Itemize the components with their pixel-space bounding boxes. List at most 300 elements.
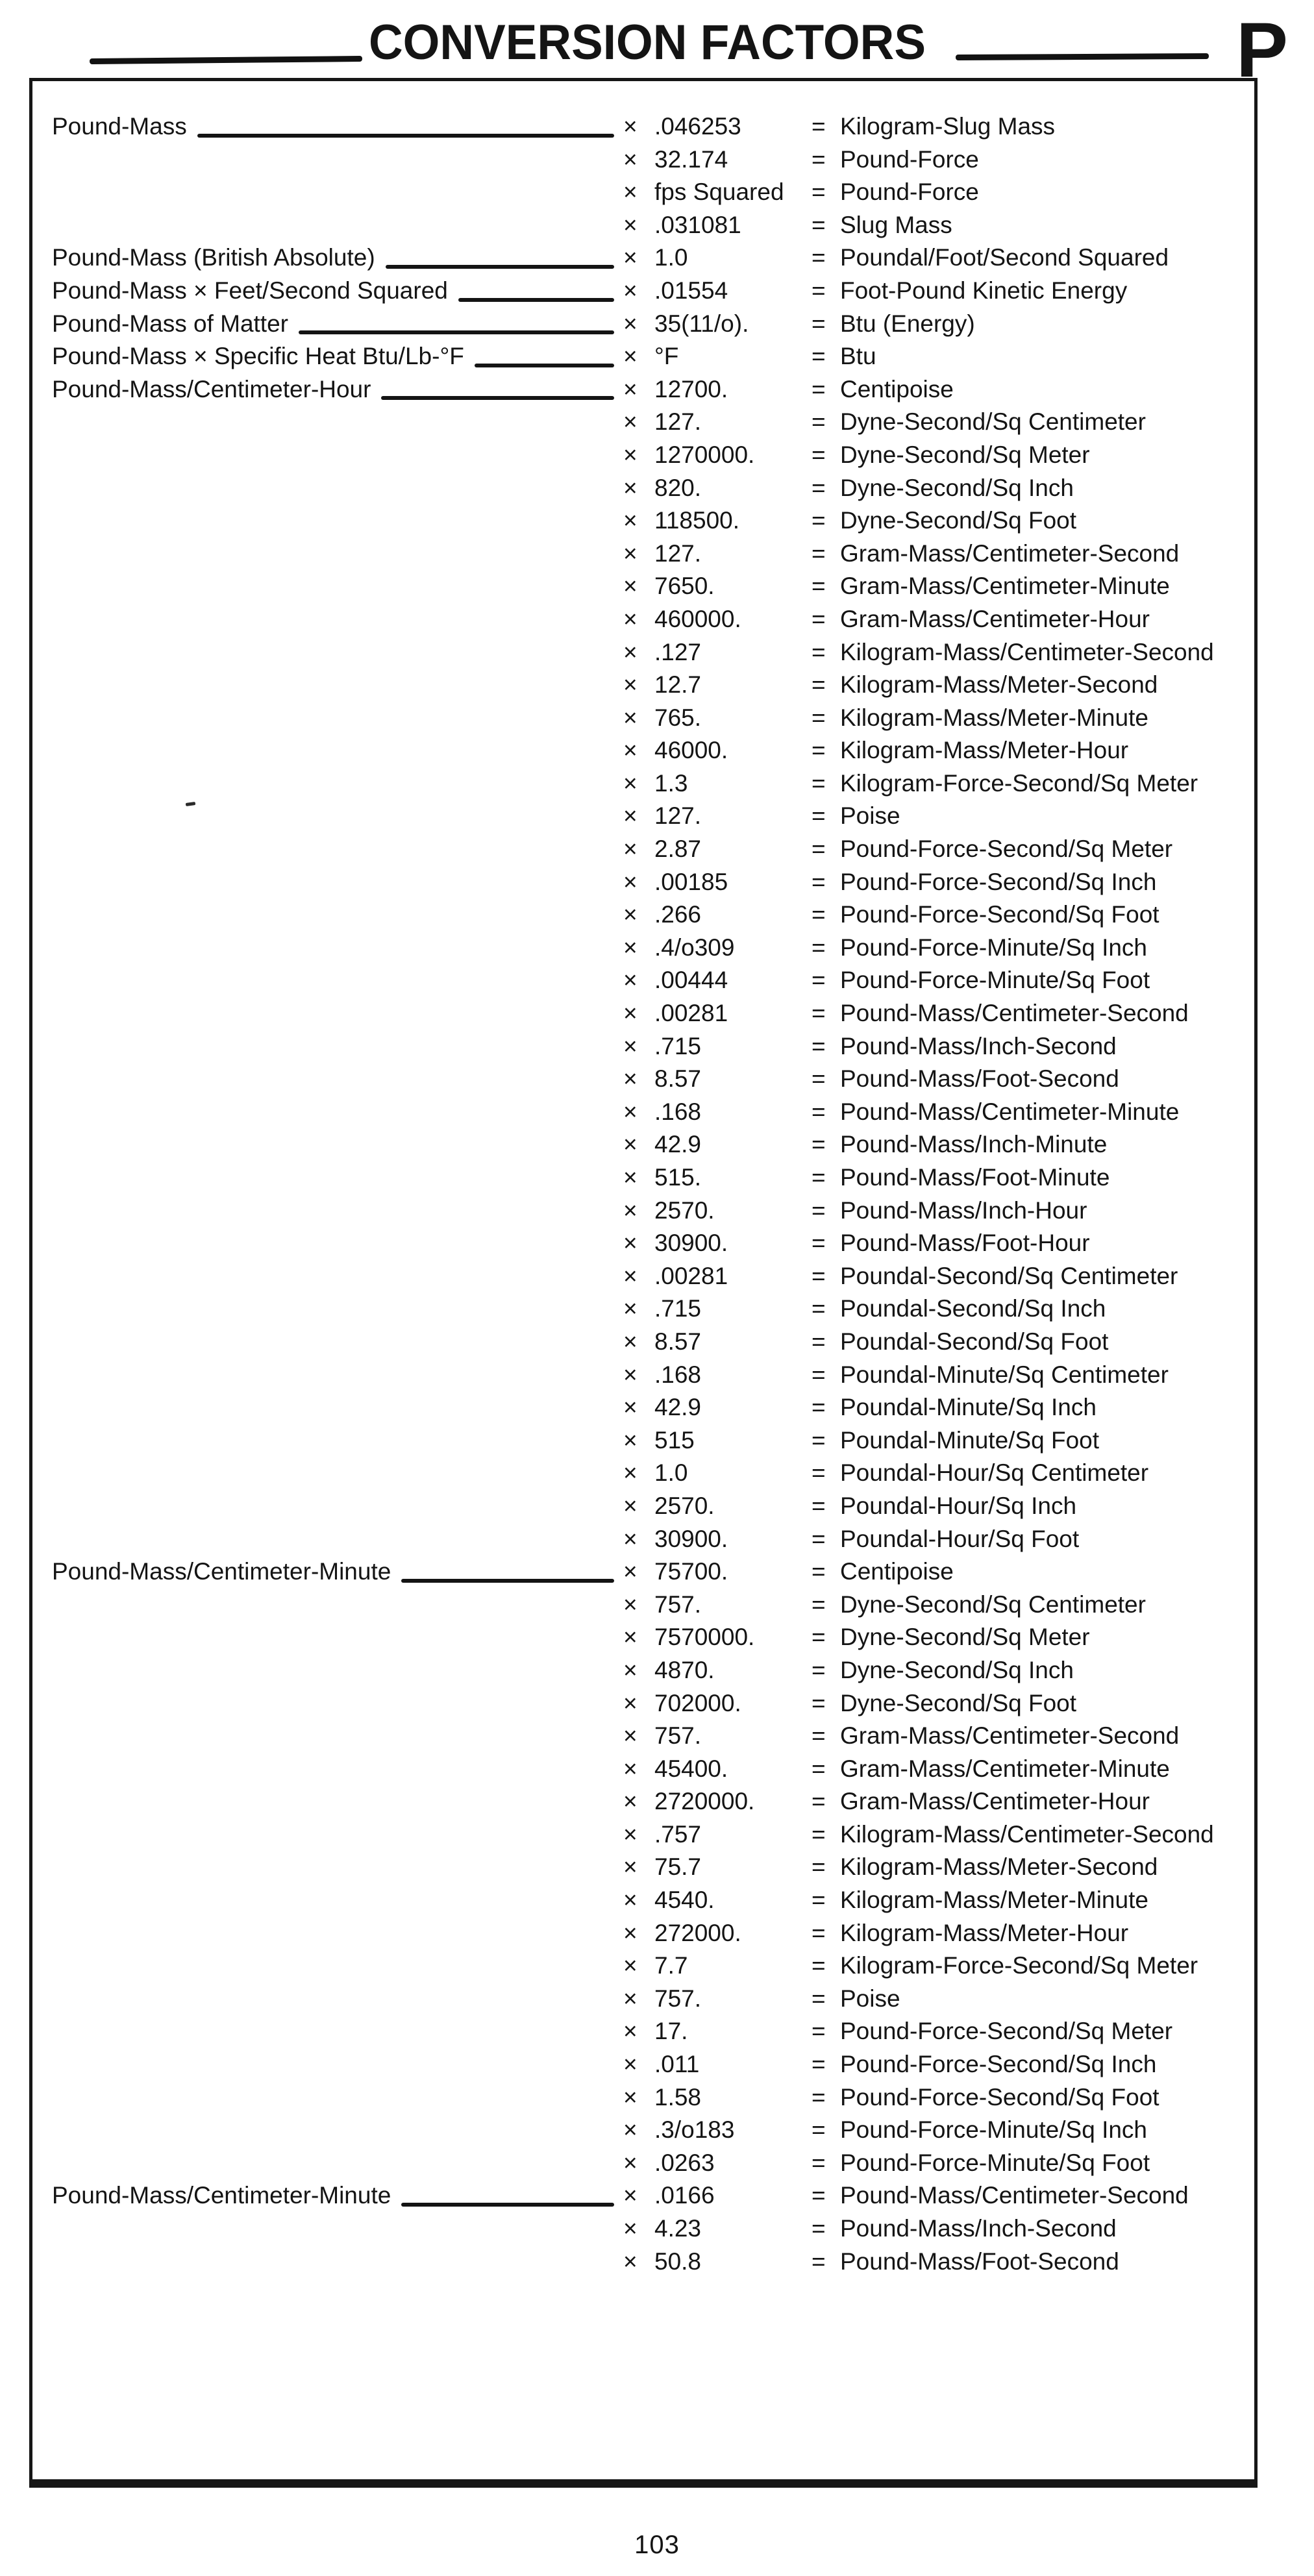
quantity-label: Pound-Mass/Centimeter-Minute bbox=[52, 1558, 391, 1585]
conversion-row bbox=[52, 1983, 1243, 2016]
conversion-row bbox=[52, 209, 1243, 242]
quantity-label-cell bbox=[52, 504, 623, 538]
factor-value: 757. bbox=[654, 1985, 702, 2012]
factor-cell bbox=[623, 2147, 812, 2180]
conversion-row bbox=[52, 603, 1243, 636]
quantity-label-cell bbox=[52, 800, 623, 833]
factor-cell bbox=[623, 734, 812, 767]
factor-value: 1.58 bbox=[654, 2083, 702, 2111]
factor-value: 50.8 bbox=[654, 2248, 702, 2275]
result-unit: Dyne-Second/Sq Centimeter bbox=[840, 1591, 1146, 1618]
equals-symbol: = bbox=[812, 2215, 826, 2242]
equals-symbol: = bbox=[812, 113, 826, 140]
factor-cell bbox=[623, 1621, 812, 1654]
result-unit: Gram-Mass/Centimeter-Minute bbox=[840, 1755, 1170, 1782]
factor-value: 35(11/o). bbox=[654, 310, 749, 337]
quantity-label-cell bbox=[52, 1654, 623, 1687]
quantity-label-cell bbox=[52, 932, 623, 965]
conversion-row bbox=[52, 2179, 1243, 2212]
equals-symbol: = bbox=[812, 1788, 826, 1815]
factor-cell bbox=[623, 1391, 812, 1424]
quantity-label: Pound-Mass/Centimeter-Minute bbox=[52, 2182, 391, 2209]
quantity-label-cell bbox=[52, 439, 623, 472]
equals-symbol: = bbox=[812, 343, 826, 370]
equals-symbol: = bbox=[812, 539, 826, 567]
conversion-row bbox=[52, 636, 1243, 669]
multiply-symbol: × bbox=[623, 179, 638, 206]
quantity-label-cell bbox=[52, 636, 623, 669]
result-unit: Centipoise bbox=[840, 1558, 954, 1585]
conversion-row bbox=[52, 1589, 1243, 1622]
conversion-table bbox=[52, 110, 1243, 2278]
factor-cell bbox=[623, 1654, 812, 1687]
factor-value: 1270000. bbox=[654, 441, 755, 468]
quantity-label-cell bbox=[52, 2081, 623, 2114]
quantity-label-cell bbox=[52, 964, 623, 997]
quantity-label-cell bbox=[52, 767, 623, 800]
equals-symbol: = bbox=[812, 1820, 826, 1848]
equals-symbol: = bbox=[812, 1230, 826, 1257]
conversion-row bbox=[52, 570, 1243, 603]
result-unit: Kilogram-Mass/Meter-Hour bbox=[840, 1919, 1129, 1946]
result-unit: Centipoise bbox=[840, 375, 954, 402]
result-unit: Poise bbox=[840, 1985, 900, 2012]
quantity-label-cell bbox=[52, 1884, 623, 1917]
quantity-label-cell bbox=[52, 1128, 623, 1161]
factor-cell bbox=[623, 472, 812, 505]
factor-cell bbox=[623, 340, 812, 373]
conversion-row bbox=[52, 1720, 1243, 1753]
multiply-symbol: × bbox=[623, 1098, 638, 1125]
result-unit: Poise bbox=[840, 802, 900, 830]
quantity-label-cell bbox=[52, 472, 623, 505]
factor-cell bbox=[623, 636, 812, 669]
factor-cell bbox=[623, 275, 812, 308]
factor-value: 45400. bbox=[654, 1755, 728, 1782]
quantity-label-cell bbox=[52, 1326, 623, 1359]
factor-value: 12700. bbox=[654, 375, 728, 402]
conversion-row bbox=[52, 1785, 1243, 1818]
conversion-row bbox=[52, 176, 1243, 209]
result-unit: Dyne-Second/Sq Inch bbox=[840, 1656, 1074, 1683]
quantity-label-cell bbox=[52, 2114, 623, 2147]
factor-value: 30900. bbox=[654, 1230, 728, 1257]
quantity-label-cell bbox=[52, 1490, 623, 1523]
quantity-label-cell bbox=[52, 866, 623, 899]
equals-symbol: = bbox=[812, 408, 826, 436]
multiply-symbol: × bbox=[623, 671, 638, 699]
result-unit: Pound-Mass/Inch-Hour bbox=[840, 1196, 1087, 1224]
quantity-label-cell bbox=[52, 1227, 623, 1260]
equals-symbol: = bbox=[812, 1919, 826, 1946]
factor-value: .168 bbox=[654, 1098, 702, 1125]
result-unit: Poundal/Foot/Second Squared bbox=[840, 244, 1169, 271]
factor-cell bbox=[623, 1555, 812, 1589]
quantity-label-cell bbox=[52, 242, 623, 275]
multiply-symbol: × bbox=[623, 836, 638, 863]
equals-symbol: = bbox=[812, 2116, 826, 2144]
multiply-symbol: × bbox=[623, 2182, 638, 2209]
factor-cell bbox=[623, 1096, 812, 1129]
equals-symbol: = bbox=[812, 2083, 826, 2111]
quantity-label-cell bbox=[52, 1917, 623, 1950]
factor-cell bbox=[623, 1687, 812, 1720]
multiply-symbol: × bbox=[623, 1853, 638, 1881]
factor-cell bbox=[623, 898, 812, 932]
factor-cell bbox=[623, 1063, 812, 1096]
factor-value: .715 bbox=[654, 1032, 702, 1059]
result-unit: Pound-Force-Second/Sq Inch bbox=[840, 2051, 1157, 2078]
factor-cell bbox=[623, 1589, 812, 1622]
equals-symbol: = bbox=[812, 1952, 826, 1979]
equals-symbol: = bbox=[812, 1426, 826, 1454]
equals-symbol: = bbox=[812, 1459, 826, 1487]
factor-value: 2.87 bbox=[654, 836, 702, 863]
factor-cell bbox=[623, 1917, 812, 1950]
multiply-symbol: × bbox=[623, 1887, 638, 1914]
factor-value: 820. bbox=[654, 474, 702, 501]
result-unit: Kilogram-Mass/Meter-Second bbox=[840, 1853, 1158, 1881]
conversion-row bbox=[52, 1195, 1243, 1228]
factor-value: 2720000. bbox=[654, 1788, 755, 1815]
page-title: CONVERSION FACTORS bbox=[368, 15, 926, 70]
factor-value: 515. bbox=[654, 1164, 702, 1191]
factor-cell bbox=[623, 2114, 812, 2147]
factor-value: .01554 bbox=[654, 277, 728, 304]
title-rule-left bbox=[90, 56, 362, 64]
leader-line bbox=[381, 396, 614, 400]
quantity-label-cell bbox=[52, 538, 623, 571]
result-unit: Gram-Mass/Centimeter-Second bbox=[840, 1722, 1180, 1750]
equals-symbol: = bbox=[812, 1361, 826, 1388]
conversion-row bbox=[52, 1490, 1243, 1523]
result-unit: Kilogram-Mass/Meter-Minute bbox=[840, 704, 1148, 731]
multiply-symbol: × bbox=[623, 2215, 638, 2242]
multiply-symbol: × bbox=[623, 769, 638, 797]
factor-cell bbox=[623, 702, 812, 735]
result-unit: Pound-Force-Second/Sq Meter bbox=[840, 836, 1173, 863]
factor-cell bbox=[623, 439, 812, 472]
leader-line bbox=[401, 2203, 614, 2207]
factor-cell bbox=[623, 603, 812, 636]
conversion-row bbox=[52, 2081, 1243, 2114]
equals-symbol: = bbox=[812, 1656, 826, 1683]
conversion-row bbox=[52, 1227, 1243, 1260]
conversion-row bbox=[52, 767, 1243, 800]
multiply-symbol: × bbox=[623, 802, 638, 830]
multiply-symbol: × bbox=[623, 539, 638, 567]
result-unit: Pound-Force bbox=[840, 145, 979, 173]
conversion-row bbox=[52, 1128, 1243, 1161]
conversion-row bbox=[52, 1260, 1243, 1293]
result-unit: Poundal-Minute/Sq Centimeter bbox=[840, 1361, 1169, 1388]
equals-symbol: = bbox=[812, 1689, 826, 1716]
factor-cell bbox=[623, 669, 812, 702]
factor-cell bbox=[623, 964, 812, 997]
multiply-symbol: × bbox=[623, 1262, 638, 1289]
quantity-label-cell bbox=[52, 1260, 623, 1293]
conversion-row bbox=[52, 800, 1243, 833]
conversion-row bbox=[52, 1063, 1243, 1096]
equals-symbol: = bbox=[812, 573, 826, 600]
equals-symbol: = bbox=[812, 769, 826, 797]
equals-symbol: = bbox=[812, 967, 826, 994]
equals-symbol: = bbox=[812, 934, 826, 961]
result-unit: Dyne-Second/Sq Foot bbox=[840, 1689, 1077, 1716]
result-unit: Poundal-Second/Sq Inch bbox=[840, 1295, 1106, 1322]
leader-line bbox=[299, 330, 614, 334]
factor-cell bbox=[623, 143, 812, 177]
multiply-symbol: × bbox=[623, 441, 638, 468]
multiply-symbol: × bbox=[623, 310, 638, 337]
factor-cell bbox=[623, 1785, 812, 1818]
conversion-row bbox=[52, 2114, 1243, 2147]
conversion-row bbox=[52, 1654, 1243, 1687]
factor-value: .3/o183 bbox=[654, 2116, 735, 2144]
multiply-symbol: × bbox=[623, 1656, 638, 1683]
quantity-label-cell bbox=[52, 1785, 623, 1818]
conversion-row bbox=[52, 1457, 1243, 1490]
quantity-label-cell bbox=[52, 209, 623, 242]
conversion-row bbox=[52, 932, 1243, 965]
result-unit: Gram-Mass/Centimeter-Second bbox=[840, 539, 1180, 567]
result-unit: Pound-Mass/Centimeter-Second bbox=[840, 1000, 1189, 1027]
quantity-label-cell bbox=[52, 2246, 623, 2279]
quantity-label-cell bbox=[52, 176, 623, 209]
equals-symbol: = bbox=[812, 638, 826, 665]
equals-symbol: = bbox=[812, 1098, 826, 1125]
factor-value: .031081 bbox=[654, 211, 741, 238]
result-unit: Pound-Mass/Inch-Second bbox=[840, 2215, 1117, 2242]
factor-value: 32.174 bbox=[654, 145, 728, 173]
equals-symbol: = bbox=[812, 2248, 826, 2275]
conversion-row bbox=[52, 1523, 1243, 1556]
factor-cell bbox=[623, 1490, 812, 1523]
multiply-symbol: × bbox=[623, 638, 638, 665]
factor-value: 30900. bbox=[654, 1525, 728, 1552]
equals-symbol: = bbox=[812, 277, 826, 304]
result-unit: Pound-Force-Second/Sq Foot bbox=[840, 2083, 1159, 2111]
factor-value: .00185 bbox=[654, 868, 728, 895]
multiply-symbol: × bbox=[623, 704, 638, 731]
multiply-symbol: × bbox=[623, 2051, 638, 2078]
factor-value: 17. bbox=[654, 2018, 688, 2045]
leader-line bbox=[197, 134, 614, 138]
equals-symbol: = bbox=[812, 211, 826, 238]
factor-cell bbox=[623, 570, 812, 603]
result-unit: Poundal-Hour/Sq Foot bbox=[840, 1525, 1080, 1552]
result-unit: Poundal-Second/Sq Centimeter bbox=[840, 1262, 1178, 1289]
result-unit: Foot-Pound Kinetic Energy bbox=[840, 277, 1128, 304]
result-unit: Dyne-Second/Sq Centimeter bbox=[840, 408, 1146, 436]
multiply-symbol: × bbox=[623, 1525, 638, 1552]
factor-cell bbox=[623, 1950, 812, 1983]
multiply-symbol: × bbox=[623, 2018, 638, 2045]
conversion-row bbox=[52, 1359, 1243, 1392]
multiply-symbol: × bbox=[623, 113, 638, 140]
factor-value: 272000. bbox=[654, 1919, 741, 1946]
equals-symbol: = bbox=[812, 605, 826, 632]
result-unit: Pound-Force-Second/Sq Inch bbox=[840, 868, 1157, 895]
equals-symbol: = bbox=[812, 375, 826, 402]
quantity-label-cell bbox=[52, 308, 623, 341]
multiply-symbol: × bbox=[623, 573, 638, 600]
factor-cell bbox=[623, 2212, 812, 2246]
quantity-label-cell bbox=[52, 1851, 623, 1884]
conversion-row bbox=[52, 1753, 1243, 1786]
equals-symbol: = bbox=[812, 1262, 826, 1289]
factor-cell bbox=[623, 1326, 812, 1359]
conversion-row bbox=[52, 504, 1243, 538]
result-unit: Gram-Mass/Centimeter-Hour bbox=[840, 1788, 1150, 1815]
factor-cell bbox=[623, 1523, 812, 1556]
factor-cell bbox=[623, 1195, 812, 1228]
multiply-symbol: × bbox=[623, 967, 638, 994]
conversion-row bbox=[52, 997, 1243, 1030]
quantity-label-cell bbox=[52, 1424, 623, 1457]
multiply-symbol: × bbox=[623, 1591, 638, 1618]
quantity-label-cell bbox=[52, 1359, 623, 1392]
conversion-row bbox=[52, 1687, 1243, 1720]
factor-value: 8.57 bbox=[654, 1065, 702, 1093]
factor-value: .00281 bbox=[654, 1000, 728, 1027]
equals-symbol: = bbox=[812, 441, 826, 468]
result-unit: Kilogram-Mass/Centimeter-Second bbox=[840, 638, 1214, 665]
factor-cell bbox=[623, 504, 812, 538]
section-letter: P bbox=[1235, 6, 1288, 93]
factor-value: 702000. bbox=[654, 1689, 741, 1716]
equals-symbol: = bbox=[812, 1065, 826, 1093]
multiply-symbol: × bbox=[623, 901, 638, 928]
quantity-label: Pound-Mass × Specific Heat Btu/Lb-°F bbox=[52, 343, 464, 370]
result-unit: Kilogram-Slug Mass bbox=[840, 113, 1056, 140]
conversion-row bbox=[52, 538, 1243, 571]
result-unit: Pound-Force-Minute/Sq Inch bbox=[840, 2116, 1148, 2144]
factor-cell bbox=[623, 1983, 812, 2016]
quantity-label-cell bbox=[52, 1555, 623, 1589]
conversion-row bbox=[52, 1917, 1243, 1950]
equals-symbol: = bbox=[812, 310, 826, 337]
quantity-label-cell bbox=[52, 1096, 623, 1129]
factor-cell bbox=[623, 1227, 812, 1260]
multiply-symbol: × bbox=[623, 1919, 638, 1946]
result-unit: Pound-Force-Minute/Sq Inch bbox=[840, 934, 1148, 961]
factor-value: 7650. bbox=[654, 573, 715, 600]
quantity-label-cell bbox=[52, 1030, 623, 1063]
conversion-row bbox=[52, 1950, 1243, 1983]
result-unit: Kilogram-Force-Second/Sq Meter bbox=[840, 1952, 1198, 1979]
equals-symbol: = bbox=[812, 1887, 826, 1914]
factor-cell bbox=[623, 209, 812, 242]
factor-value: 127. bbox=[654, 408, 702, 436]
quantity-label-cell bbox=[52, 1293, 623, 1326]
conversion-row bbox=[52, 1884, 1243, 1917]
factor-value: 757. bbox=[654, 1722, 702, 1750]
conversion-row bbox=[52, 143, 1243, 177]
result-unit: Pound-Force-Minute/Sq Foot bbox=[840, 967, 1150, 994]
multiply-symbol: × bbox=[623, 1755, 638, 1782]
quantity-label-cell bbox=[52, 1950, 623, 1983]
multiply-symbol: × bbox=[623, 1361, 638, 1388]
factor-value: 460000. bbox=[654, 605, 741, 632]
factor-cell bbox=[623, 1753, 812, 1786]
equals-symbol: = bbox=[812, 1492, 826, 1519]
equals-symbol: = bbox=[812, 1722, 826, 1750]
factor-value: 127. bbox=[654, 539, 702, 567]
factor-value: .715 bbox=[654, 1295, 702, 1322]
equals-symbol: = bbox=[812, 1295, 826, 1322]
equals-symbol: = bbox=[812, 1624, 826, 1651]
conversion-row bbox=[52, 964, 1243, 997]
factor-cell bbox=[623, 2246, 812, 2279]
conversion-row bbox=[52, 406, 1243, 439]
factor-cell bbox=[623, 1884, 812, 1917]
factor-cell bbox=[623, 2081, 812, 2114]
equals-symbol: = bbox=[812, 2182, 826, 2209]
result-unit: Dyne-Second/Sq Foot bbox=[840, 507, 1077, 534]
factor-value: 4540. bbox=[654, 1887, 715, 1914]
factor-value: 75.7 bbox=[654, 1853, 702, 1881]
equals-symbol: = bbox=[812, 868, 826, 895]
factor-value: °F bbox=[654, 343, 679, 370]
conversion-row bbox=[52, 2246, 1243, 2279]
factor-value: .757 bbox=[654, 1820, 702, 1848]
result-unit: Dyne-Second/Sq Meter bbox=[840, 1624, 1090, 1651]
quantity-label-cell bbox=[52, 734, 623, 767]
quantity-label: Pound-Mass × Feet/Second Squared bbox=[52, 277, 448, 304]
result-unit: Pound-Mass/Centimeter-Second bbox=[840, 2182, 1189, 2209]
quantity-label-cell bbox=[52, 603, 623, 636]
equals-symbol: = bbox=[812, 474, 826, 501]
conversion-row bbox=[52, 2048, 1243, 2081]
factor-cell bbox=[623, 932, 812, 965]
factor-value: 46000. bbox=[654, 737, 728, 764]
factor-cell bbox=[623, 866, 812, 899]
leader-line bbox=[401, 1579, 614, 1583]
conversion-row bbox=[52, 866, 1243, 899]
multiply-symbol: × bbox=[623, 1426, 638, 1454]
result-unit: Pound-Force-Second/Sq Foot bbox=[840, 901, 1159, 928]
factor-value: .0166 bbox=[654, 2182, 715, 2209]
multiply-symbol: × bbox=[623, 474, 638, 501]
result-unit: Poundal-Minute/Sq Foot bbox=[840, 1426, 1100, 1454]
result-unit: Poundal-Hour/Sq Inch bbox=[840, 1492, 1077, 1519]
result-unit: Kilogram-Mass/Meter-Second bbox=[840, 671, 1158, 699]
quantity-label: Pound-Mass bbox=[52, 113, 187, 140]
quantity-label-cell bbox=[52, 898, 623, 932]
quantity-label-cell bbox=[52, 1195, 623, 1228]
conversion-row bbox=[52, 1818, 1243, 1852]
quantity-label-cell bbox=[52, 570, 623, 603]
multiply-symbol: × bbox=[623, 507, 638, 534]
conversion-row bbox=[52, 472, 1243, 505]
equals-symbol: = bbox=[812, 1328, 826, 1355]
factor-cell bbox=[623, 2179, 812, 2212]
conversion-row bbox=[52, 1621, 1243, 1654]
multiply-symbol: × bbox=[623, 408, 638, 436]
quantity-label: Pound-Mass (British Absolute) bbox=[52, 244, 375, 271]
conversion-row bbox=[52, 833, 1243, 866]
result-unit: Kilogram-Mass/Meter-Hour bbox=[840, 737, 1129, 764]
equals-symbol: = bbox=[812, 1394, 826, 1421]
equals-symbol: = bbox=[812, 179, 826, 206]
multiply-symbol: × bbox=[623, 244, 638, 271]
conversion-row bbox=[52, 1555, 1243, 1589]
factor-cell bbox=[623, 833, 812, 866]
quantity-label-cell bbox=[52, 373, 623, 406]
equals-symbol: = bbox=[812, 1558, 826, 1585]
factor-cell bbox=[623, 1161, 812, 1195]
